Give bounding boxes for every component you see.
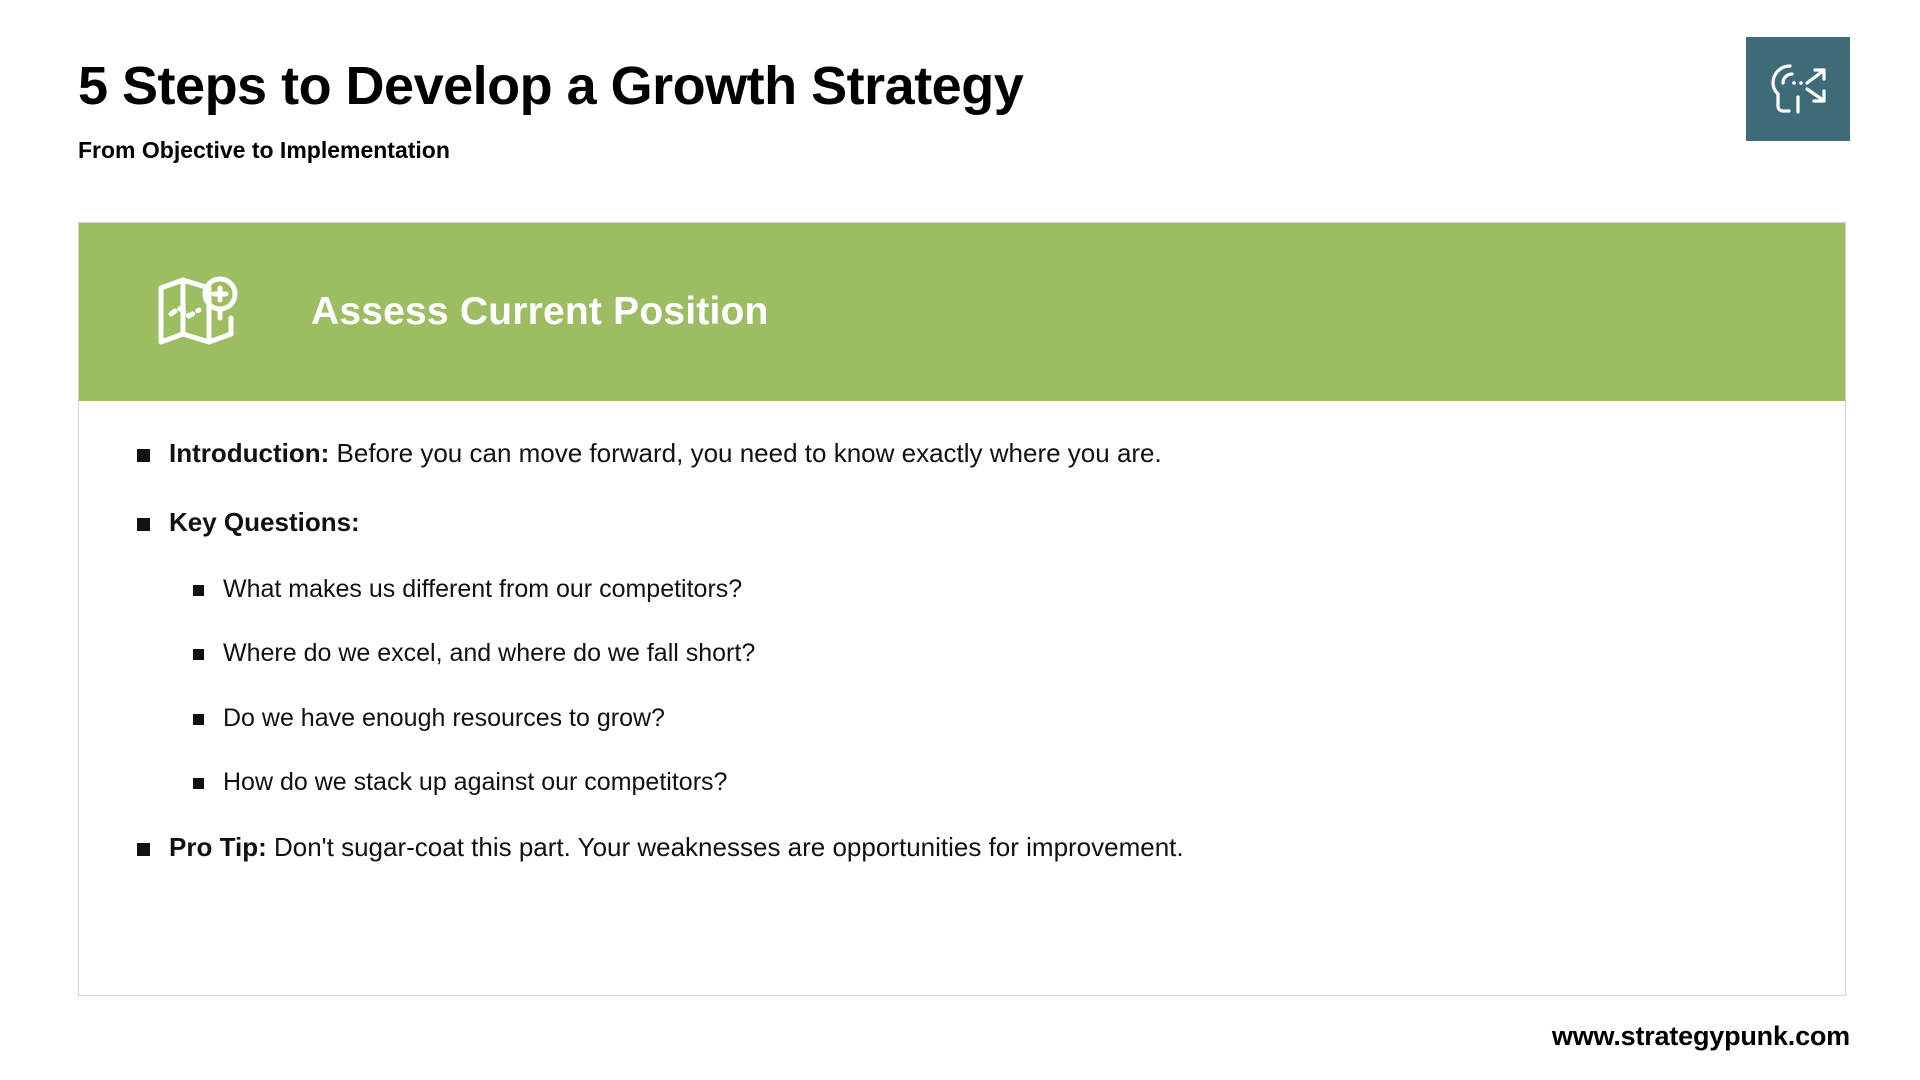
bullet-marker-icon	[137, 449, 150, 462]
head-with-arrows-icon	[1761, 52, 1835, 126]
bullet-marker-icon	[193, 585, 204, 596]
list-item	[193, 703, 1785, 734]
map-location-icon	[149, 260, 253, 364]
list-item	[137, 506, 1785, 539]
brand-logo	[1746, 37, 1850, 141]
slide-header	[78, 58, 1638, 164]
list-item-text	[169, 437, 1162, 470]
bullet-marker-icon	[137, 843, 150, 856]
list-item-body: Don't sugar-coat this part. Your weaknesses are opportunities for improvement.	[266, 832, 1184, 862]
list-item-label: Pro Tip:	[169, 832, 267, 862]
list-item	[193, 574, 1785, 605]
list-item	[137, 831, 1785, 864]
bullet-marker-icon	[137, 518, 150, 531]
list-item-label: Introduction:	[169, 438, 330, 468]
list-item	[193, 638, 1785, 669]
list-item-text: Where do we excel, and where do we fall short?	[223, 639, 756, 668]
list-item-text	[169, 506, 360, 539]
page-title: 5 Steps to Develop a Growth Strategy	[78, 56, 1024, 116]
list-item-text: What makes us different from our competitors?	[223, 575, 743, 603]
bullet-marker-icon	[193, 714, 204, 725]
list-item-label: Key Questions:	[169, 506, 360, 537]
bullet-marker-icon	[193, 649, 204, 660]
bullet-marker-icon	[193, 778, 204, 789]
step-card	[78, 222, 1846, 996]
page-subtitle: From Objective to Implementation	[78, 136, 450, 163]
step-content	[79, 401, 1845, 864]
list-item-body: Before you can move forward, you need to know exactly where you are.	[329, 438, 1162, 468]
list-item-text: How do we stack up against our competitors?	[223, 767, 728, 796]
list-item	[193, 767, 1785, 798]
footer-website[interactable]: www.strategypunk.com	[1551, 1021, 1850, 1051]
list-item	[137, 437, 1785, 470]
step-header-band	[79, 223, 1845, 401]
list-item-text	[169, 831, 1184, 864]
list-item-text: Do we have enough resources to grow?	[223, 703, 665, 732]
step-title: Assess Current Position	[311, 290, 769, 333]
